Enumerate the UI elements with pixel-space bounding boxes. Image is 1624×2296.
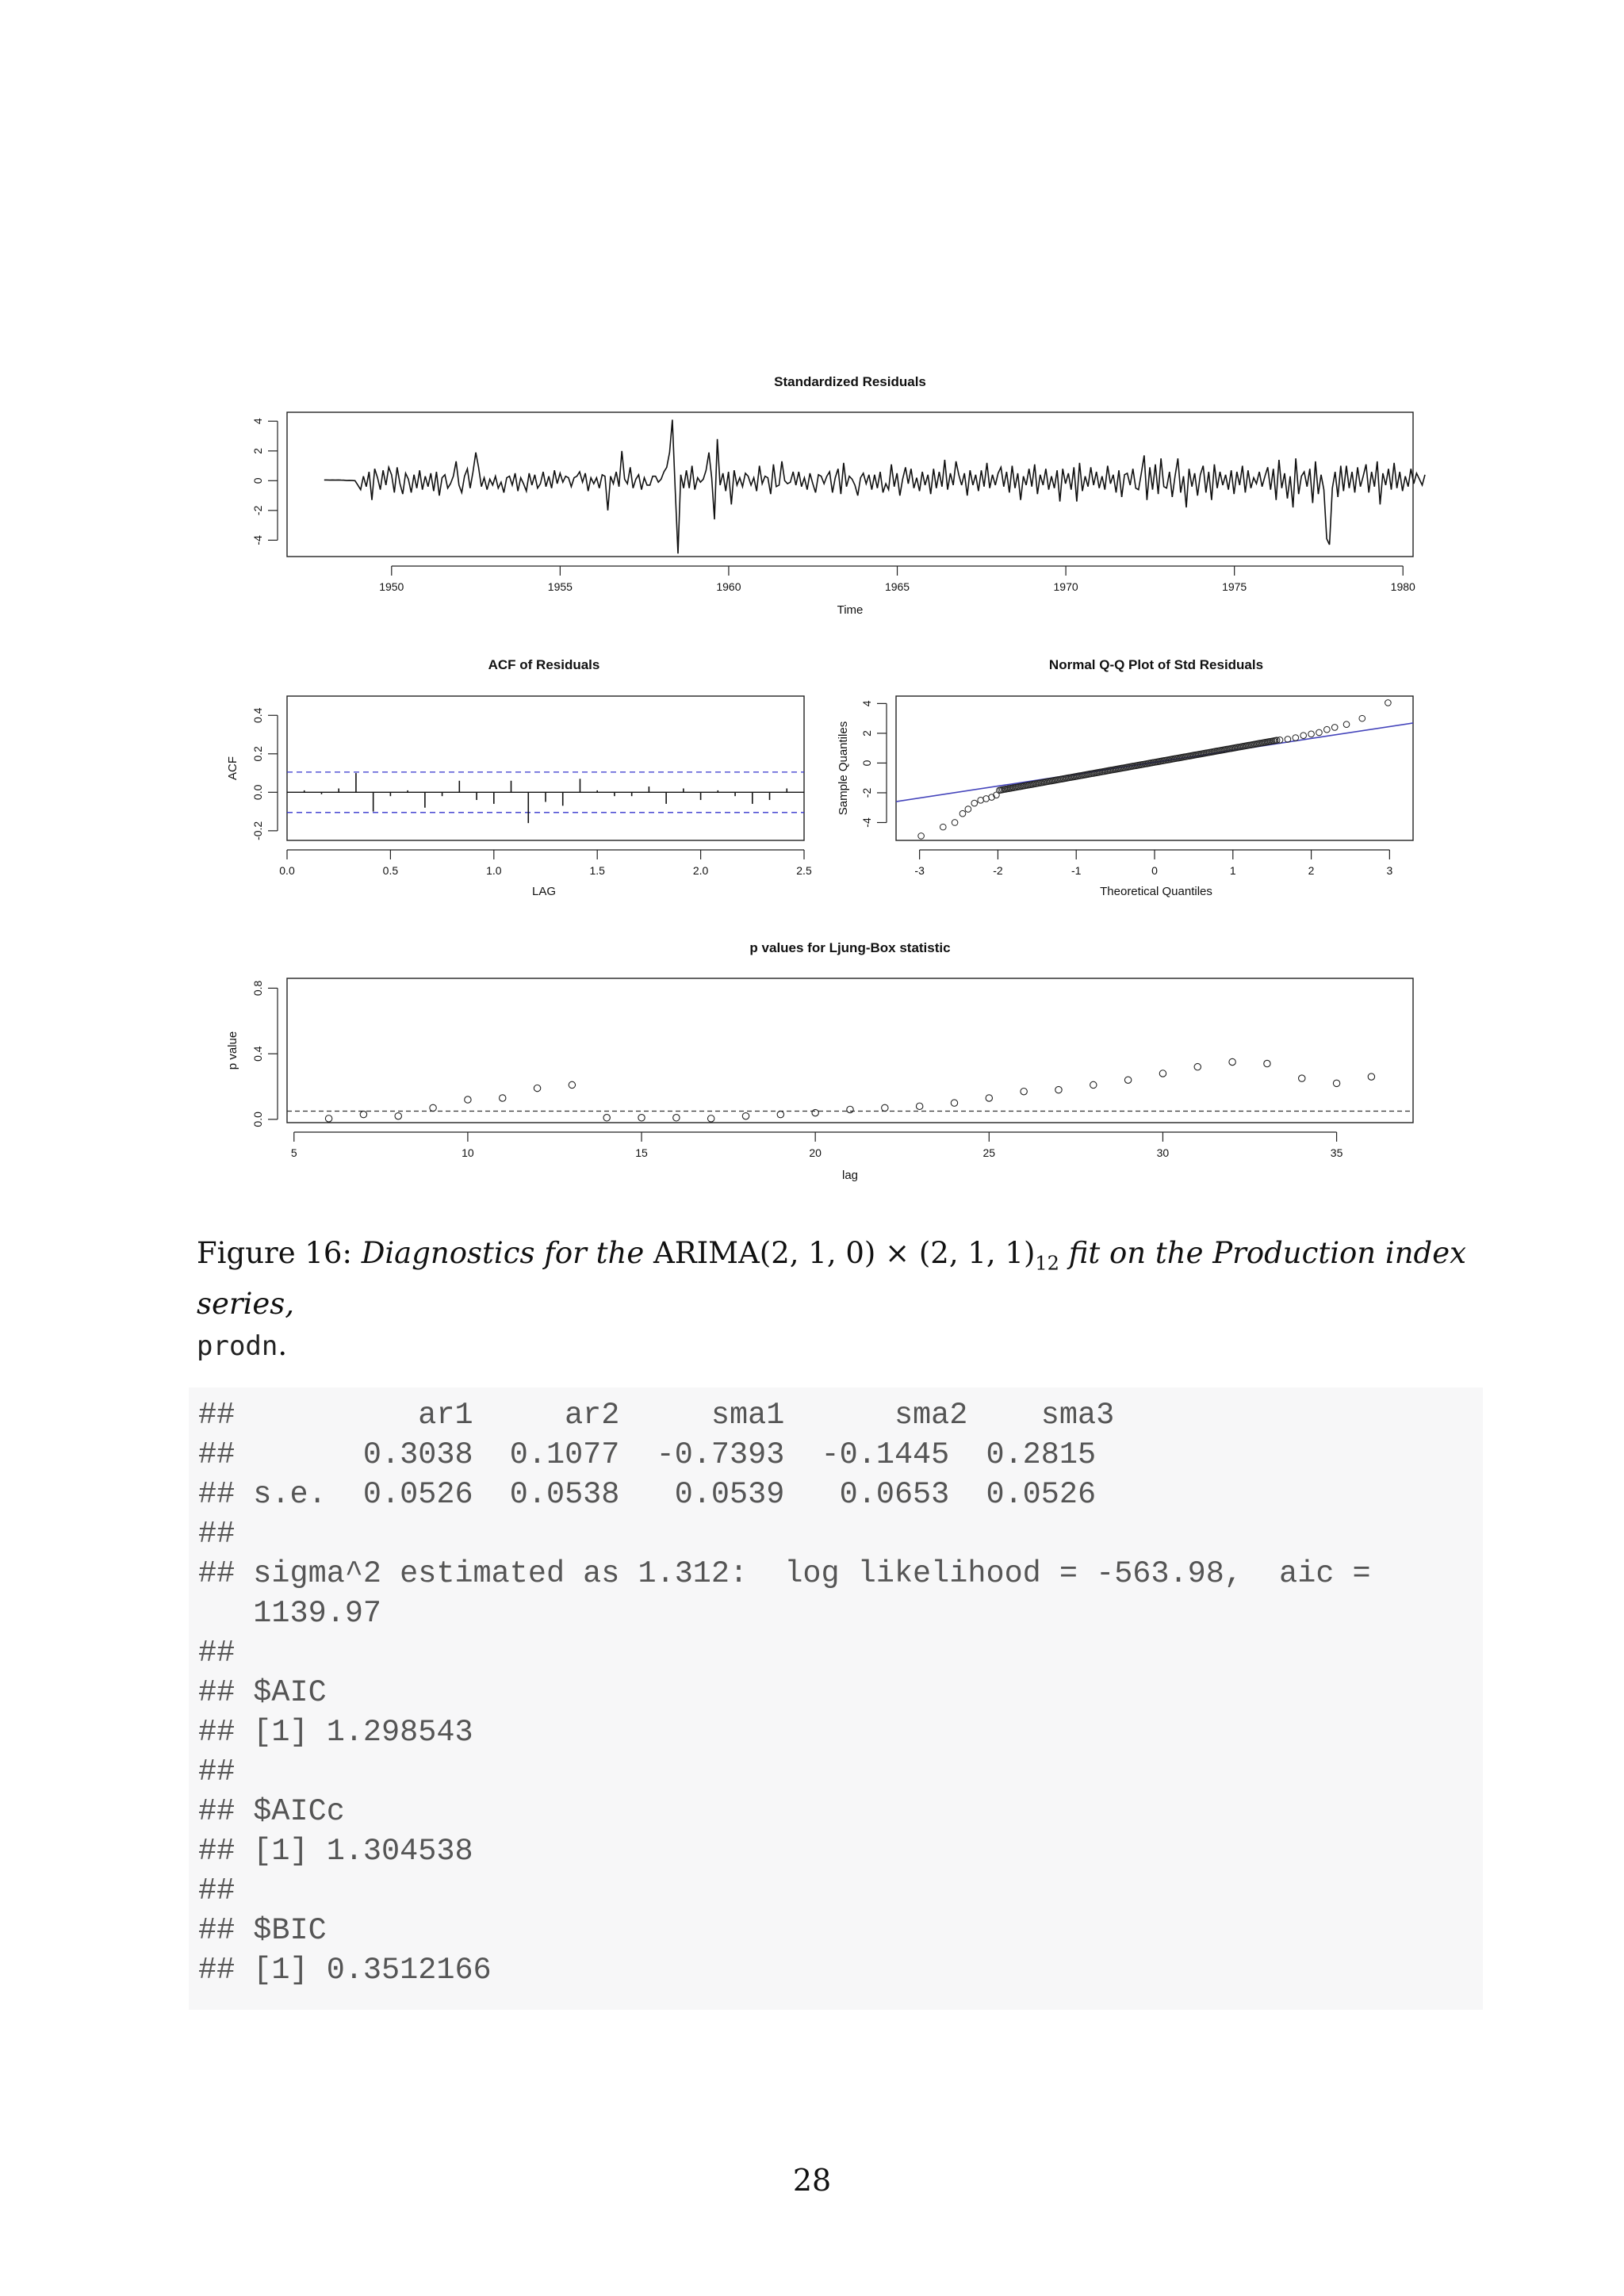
std-residuals-panel [251,374,1425,617]
qq-point [1293,735,1299,741]
x-tick-label: 1980 [1390,580,1415,593]
qq-point [983,796,990,802]
y-tick-label: 0.4 [251,1046,264,1062]
ljung-box-ylabel: p value [226,1031,239,1070]
qq-title: Normal Q-Q Plot of Std Residuals [1048,657,1264,672]
page-number: 28 [792,2163,832,2198]
std-residuals-xlabel: Time [837,603,864,617]
x-tick-label: -1 [1071,864,1082,877]
acf-ylabel: ACF [226,756,239,780]
x-tick-label: 30 [1156,1146,1170,1159]
y-tick-label: 0.0 [251,784,264,801]
code-line: ## [198,1755,236,1789]
y-tick-label: 0.2 [251,746,264,762]
caption-model-text: ARIMA(2, 1, 0) × (2, 1, 1) [653,1236,1036,1270]
p-value-point [916,1103,922,1109]
y-tick-label: 4 [860,700,873,707]
qq-point [1359,715,1365,721]
x-tick-label: 2.0 [692,864,709,877]
p-value-point [1229,1058,1235,1065]
y-tick-label: -2 [860,787,873,798]
x-tick-label: 1.5 [589,864,605,877]
p-value-point [812,1109,818,1115]
y-tick-label: -4 [251,535,264,545]
y-tick-label: 0.0 [251,1112,264,1127]
qq-point [940,824,946,830]
p-value-point [882,1104,888,1111]
x-tick-label: 1960 [716,580,741,593]
p-value-point [1194,1063,1201,1070]
qq-point [1324,726,1331,733]
p-value-point [707,1115,714,1122]
code-line: ## [1] 1.298543 [198,1715,473,1750]
caption-text-after: fit on the Production index series, [197,1236,1467,1322]
qq-point [952,820,958,826]
y-tick-label: -2 [251,505,264,516]
y-tick-label: 4 [251,418,264,425]
y-tick-label: -0.2 [251,821,264,840]
caption-label: Figure 16: [197,1236,352,1270]
qq-point [965,806,971,813]
code-line: ## $BIC [198,1913,327,1948]
p-value-point [395,1113,401,1119]
p-value-point [1021,1089,1027,1095]
qq-point [1300,733,1307,739]
x-tick-label: 1975 [1222,580,1247,593]
qq-point [1385,700,1392,706]
y-tick-label: 0 [251,477,264,484]
x-tick-label: 0.5 [382,864,399,877]
x-tick-label: 1 [1229,864,1236,877]
residual-series-line [324,419,1425,553]
y-tick-label: 2 [251,447,264,454]
qq-point [1316,729,1323,736]
x-tick-label: 2.5 [796,864,812,877]
p-value-point [1159,1070,1166,1077]
qq-point [994,792,1000,798]
p-value-point [1055,1086,1062,1093]
qq-point [1285,737,1291,743]
y-tick-label: 0.4 [251,707,264,724]
p-value-point [1299,1075,1305,1081]
p-value-point [1333,1080,1339,1086]
x-tick-label: 0 [1151,864,1158,877]
r-output-block [189,1387,1483,2010]
x-tick-label: 1965 [884,580,910,593]
qq-point [978,798,984,804]
p-value-point [1124,1077,1131,1083]
code-line: ## [1] 0.3512166 [198,1953,492,1988]
qq-point [1331,725,1338,731]
ljung-box-panel [226,940,1413,1182]
p-value-point [1368,1073,1374,1080]
qq-point [918,833,925,840]
x-tick-label: 35 [1330,1146,1343,1159]
x-tick-label: 15 [635,1146,648,1159]
code-line: ## 0.3038 0.1077 -0.7393 -0.1445 0.2815 [198,1437,1097,1472]
qq-frame [896,696,1413,840]
x-tick-label: 2 [1308,864,1315,877]
p-value-point [500,1095,506,1101]
x-tick-label: 25 [982,1146,996,1159]
y-tick-label: -4 [860,817,873,828]
p-value-point [325,1115,331,1122]
code-line: ## $AIC [198,1675,327,1710]
x-tick-label: 0.0 [279,864,295,877]
qq-point [1343,721,1350,728]
code-line: ## [198,1873,236,1908]
y-tick-label: 0 [860,760,873,767]
ljung-box-xlabel: lag [841,1169,859,1182]
code-line: ## sigma^2 estimated as 1.312: log likelihood = -563.98, aic = [198,1556,1371,1591]
p-value-point [360,1111,366,1117]
p-value-point [951,1100,957,1106]
p-value-point [673,1115,680,1121]
p-value-point [569,1081,575,1088]
y-tick-label: 0.8 [251,980,264,997]
p-value-point [986,1095,992,1101]
p-value-point [777,1111,783,1117]
p-value-point [638,1115,645,1121]
figure-caption [197,1233,1481,1367]
qq-ylabel: Sample Quantiles [837,721,850,816]
x-tick-label: 10 [462,1146,474,1159]
caption-end: . [278,1328,288,1363]
acf-frame [287,696,804,840]
qq-point [971,800,978,806]
x-tick-label: 1955 [547,580,573,593]
acf-xlabel: LAG [531,885,557,898]
code-line: ## s.e. 0.0526 0.0538 0.0539 0.0653 0.0526 [198,1477,1097,1512]
qq-panel [837,657,1413,898]
code-line: ## [198,1636,236,1670]
x-tick-label: -3 [914,864,925,877]
qq-point [989,794,995,801]
std-residuals-title: Standardized Residuals [774,374,926,389]
caption-code-name: prodn [197,1330,278,1363]
qq-point [959,810,966,817]
x-tick-label: 20 [809,1146,822,1159]
caption-text-before: Diagnostics for the [361,1236,645,1270]
p-value-point [430,1104,436,1111]
code-line: ## ar1 ar2 sma1 sma2 sma3 [198,1398,1115,1433]
qq-point [1308,731,1315,737]
p-value-point [1090,1081,1097,1088]
p-value-point [1264,1060,1270,1066]
p-value-point [603,1115,610,1121]
qq-xlabel: Theoretical Quantiles [1100,885,1212,898]
ljung-box-frame [287,978,1413,1123]
code-line: 1139.97 [198,1596,382,1631]
ljung-box-title: p values for Ljung-Box statistic [749,940,951,955]
p-value-point [847,1106,853,1112]
code-line: ## [1] 1.304538 [198,1834,473,1869]
p-value-point [742,1113,749,1119]
x-tick-label: -2 [993,864,1003,877]
x-tick-label: 1.0 [486,864,502,877]
x-tick-label: 1950 [379,580,404,593]
y-tick-label: 2 [860,730,873,737]
x-tick-label: 1970 [1053,580,1078,593]
acf-panel [226,657,812,898]
code-line: ## [198,1517,236,1552]
acf-title: ACF of Residuals [488,657,600,672]
code-line: ## $AICc [198,1794,345,1829]
caption-model [653,1236,1059,1275]
p-value-point [465,1096,471,1103]
x-tick-label: 5 [290,1146,297,1159]
p-value-point [534,1085,540,1091]
caption-model-subscript: 12 [1035,1252,1059,1275]
x-tick-label: 3 [1386,864,1393,877]
